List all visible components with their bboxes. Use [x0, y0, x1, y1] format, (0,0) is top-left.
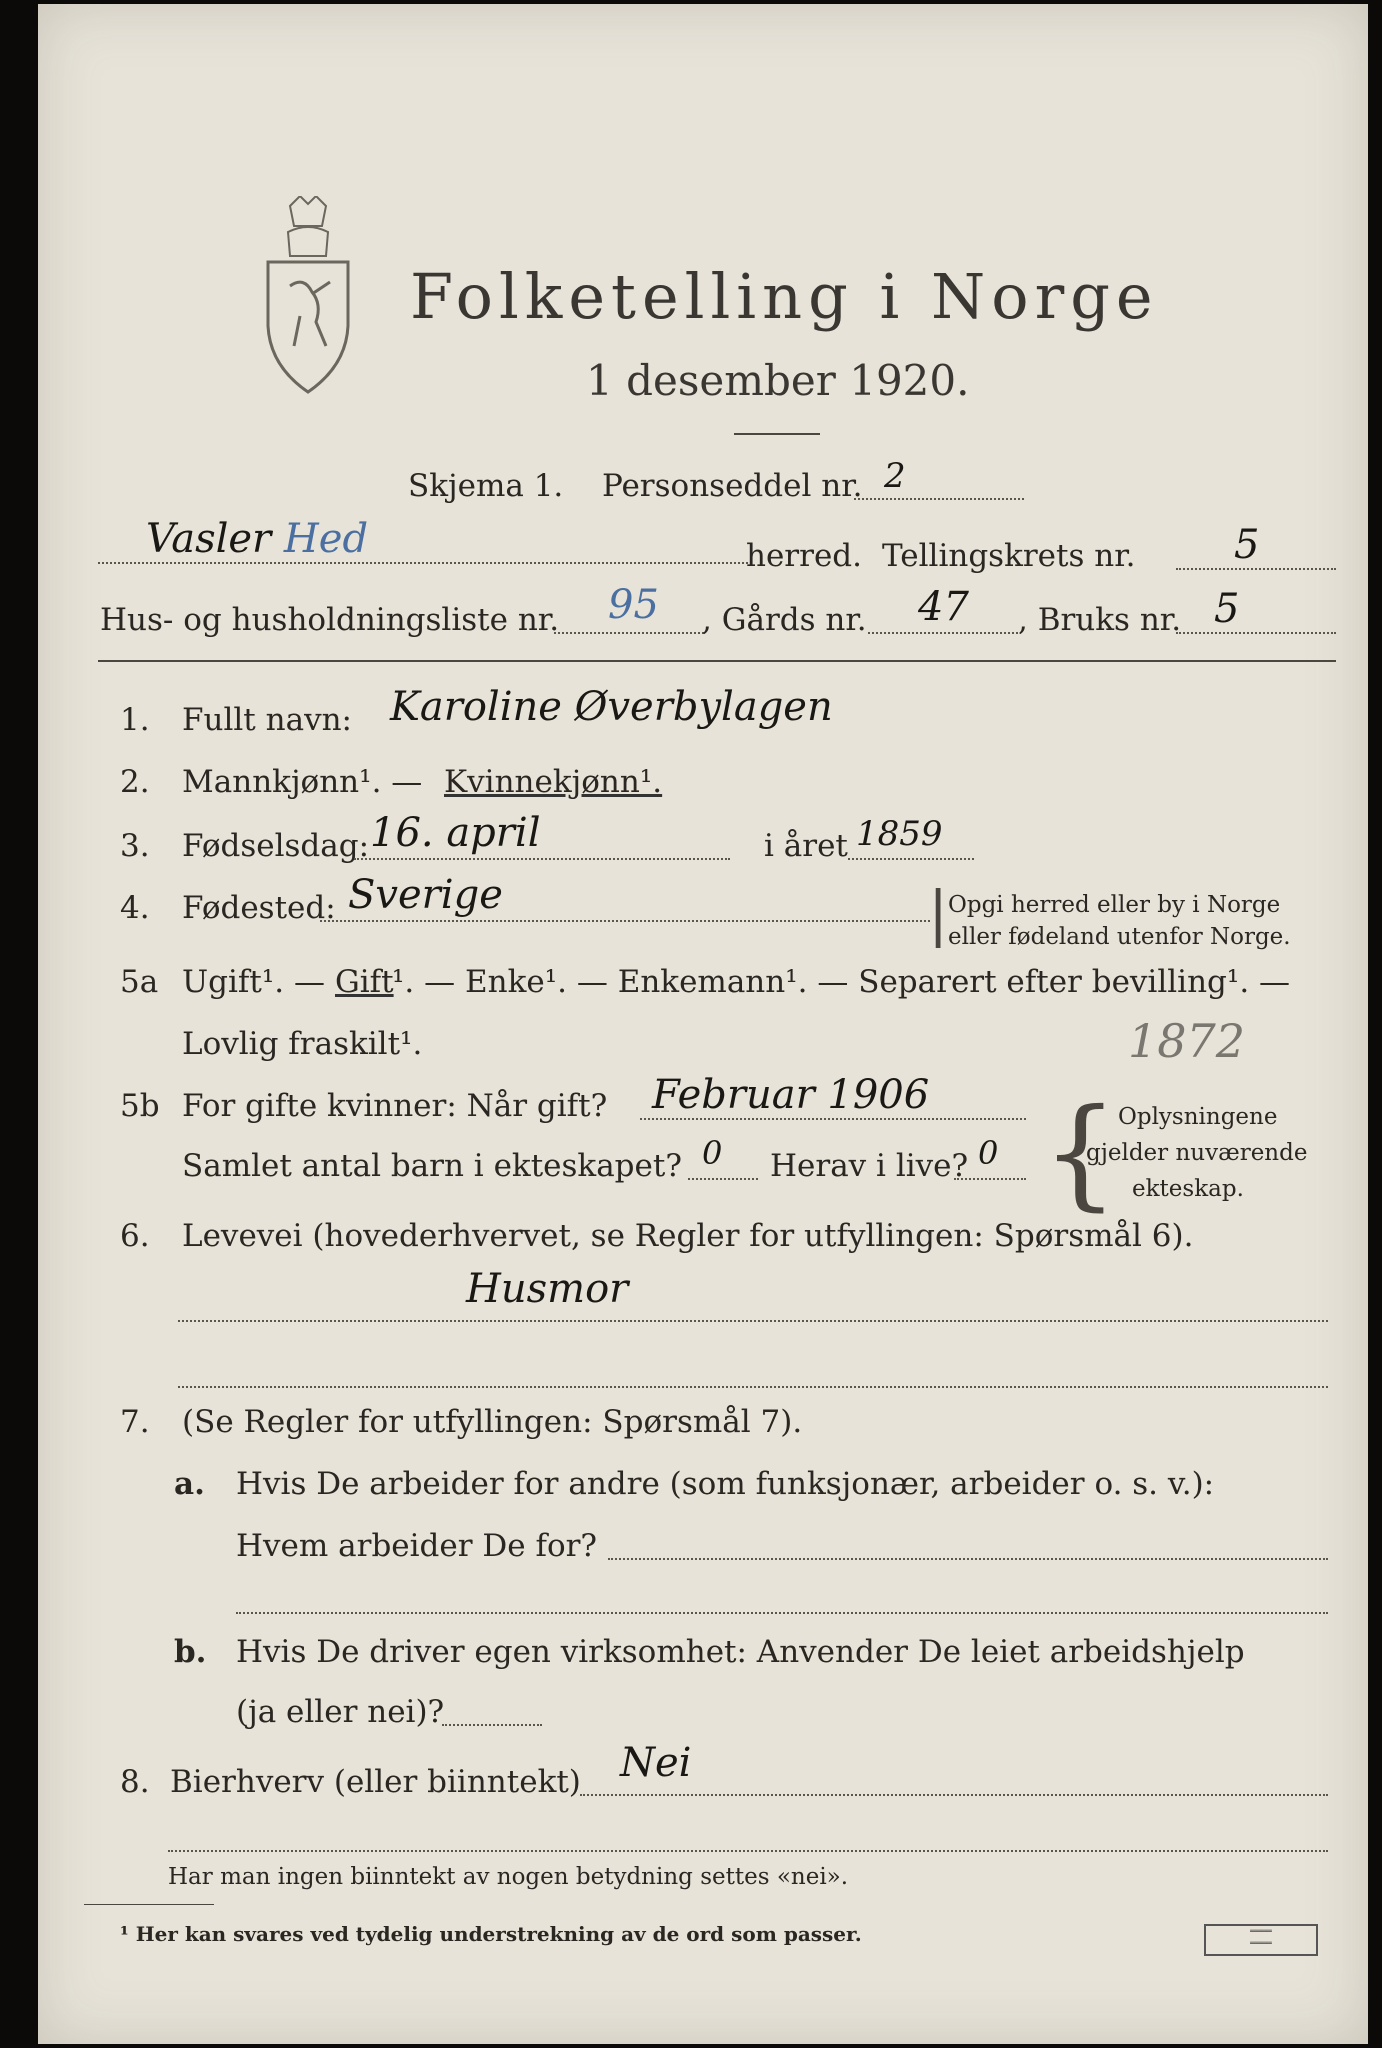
q8-number: 8. [120, 1764, 150, 1800]
q7-number: 7. [120, 1404, 150, 1440]
tellingskrets-value[interactable]: 5 [1234, 522, 1260, 568]
q4-number: 4. [120, 890, 150, 926]
personseddel-value[interactable]: 2 [884, 456, 906, 496]
q6-label: Levevei (hovederhvervet, se Regler for utfyllingen: Spørsmål 6). [182, 1218, 1194, 1254]
census-date: 1 desember 1920. [586, 356, 970, 405]
footnote: ¹ Her kan svares ved tydelig understrekning av de ord som passer. [120, 1922, 862, 1946]
q3-label: Fødselsdag: [182, 828, 370, 864]
hired-help-field[interactable] [442, 1724, 542, 1726]
q7a-line2: Hvem arbeider De for? [236, 1528, 598, 1564]
pencil-annotation: 1872 [1128, 1014, 1246, 1068]
birthplace-value[interactable]: Sverige [348, 872, 503, 918]
q5b-note-line1: Oplysningene [1118, 1104, 1278, 1130]
q7a-line1: Hvis De arbeider for andre (som funksjonær, arbeider o. s. v.): [236, 1466, 1215, 1502]
census-form-page [38, 4, 1368, 2044]
q8-label: Bierhverv (eller biinntekt) [170, 1764, 581, 1800]
q5b-number: 5b [120, 1088, 160, 1124]
q5a-number: 5a [120, 964, 159, 1000]
q4-label: Fødested: [182, 890, 336, 926]
header-separator [98, 660, 1336, 662]
q1-number: 1. [120, 702, 150, 738]
q2-female-option[interactable]: Kvinnekjønn¹. [444, 764, 663, 800]
q5b-note-line2: gjelder nuværende [1086, 1140, 1308, 1166]
q7a-letter: a. [174, 1466, 205, 1502]
q1-label: Fullt navn: [182, 702, 352, 738]
gards-label: , Gårds nr. [702, 602, 867, 638]
marriage-date-value[interactable]: Februar 1906 [652, 1072, 930, 1118]
tellingskrets-label: Tellingskrets nr. [882, 538, 1136, 574]
form-title: Folketelling i Norge [410, 260, 1159, 333]
birth-date-value[interactable]: 16. april [370, 810, 541, 856]
q5a-divorced-option[interactable]: Lovlig fraskilt¹. [182, 1026, 423, 1062]
full-name-value[interactable]: Karoline Øverbylagen [390, 684, 833, 730]
side-income-value[interactable]: Nei [620, 1740, 692, 1786]
birth-year-value[interactable]: 1859 [856, 814, 943, 854]
q7b-letter: b. [174, 1634, 207, 1670]
q7b-line2: (ja eller nei)? [236, 1694, 445, 1730]
title-divider [734, 433, 820, 435]
q8-note: Har man ingen biinntekt av nogen betydning settes «nei». [168, 1864, 849, 1890]
husliste-label: Hus- og husholdningsliste nr. [100, 602, 560, 638]
q5a-unmarried-option[interactable]: Ugift¹. — [182, 964, 325, 1000]
bruks-value[interactable]: 5 [1214, 586, 1240, 632]
gards-value[interactable]: 47 [918, 584, 969, 630]
schema-label: Skjema 1. [408, 468, 564, 504]
q4-note-line2: eller fødeland utenfor Norge. [948, 924, 1291, 950]
q7b-line1: Hvis De driver egen virksomhet: Anvender De leiet arbeidshjelp [236, 1634, 1245, 1670]
q6-number: 6. [120, 1218, 150, 1254]
occupation-value[interactable]: Husmor [466, 1266, 629, 1312]
children-count-value[interactable]: 0 [702, 1134, 723, 1172]
children-alive-value[interactable]: 0 [978, 1134, 999, 1172]
printer-stamp: ════ ════ [1204, 1924, 1318, 1956]
bruks-label: , Bruks nr. [1018, 602, 1182, 638]
q5b-note-line3: ekteskap. [1132, 1176, 1244, 1202]
q3-year-label: i året [764, 828, 848, 864]
q5a-married-option[interactable]: Gift [335, 964, 394, 1000]
q2-male-option[interactable]: Mannkjønn¹. — [182, 764, 423, 800]
q7-label: (Se Regler for utfyllingen: Spørsmål 7). [182, 1404, 803, 1440]
q5b-brace: { [1042, 1084, 1119, 1223]
husliste-value[interactable]: 95 [608, 582, 659, 628]
q5a-other-options[interactable]: ¹. — Enke¹. — Enkemann¹. — Separert efter bevilling¹. — [392, 964, 1291, 1000]
herred-value[interactable]: Vasler Hed [146, 516, 369, 562]
q5b-alive-label: Herav i live? [770, 1148, 969, 1184]
q3-number: 3. [120, 828, 150, 864]
q4-note-line1: Opgi herred eller by i Norge [948, 892, 1281, 918]
personseddel-label: Personseddel nr. [602, 468, 863, 504]
q4-brace: | [928, 879, 949, 949]
q5b-children-label: Samlet antal barn i ekteskapet? [182, 1148, 682, 1184]
footnote-rule [84, 1904, 214, 1905]
employer-field[interactable] [608, 1558, 1328, 1560]
herred-label: herred. [746, 538, 862, 574]
coat-of-arms-emblem [260, 196, 356, 396]
q5b-label: For gifte kvinner: Når gift? [182, 1088, 608, 1124]
q2-number: 2. [120, 764, 150, 800]
